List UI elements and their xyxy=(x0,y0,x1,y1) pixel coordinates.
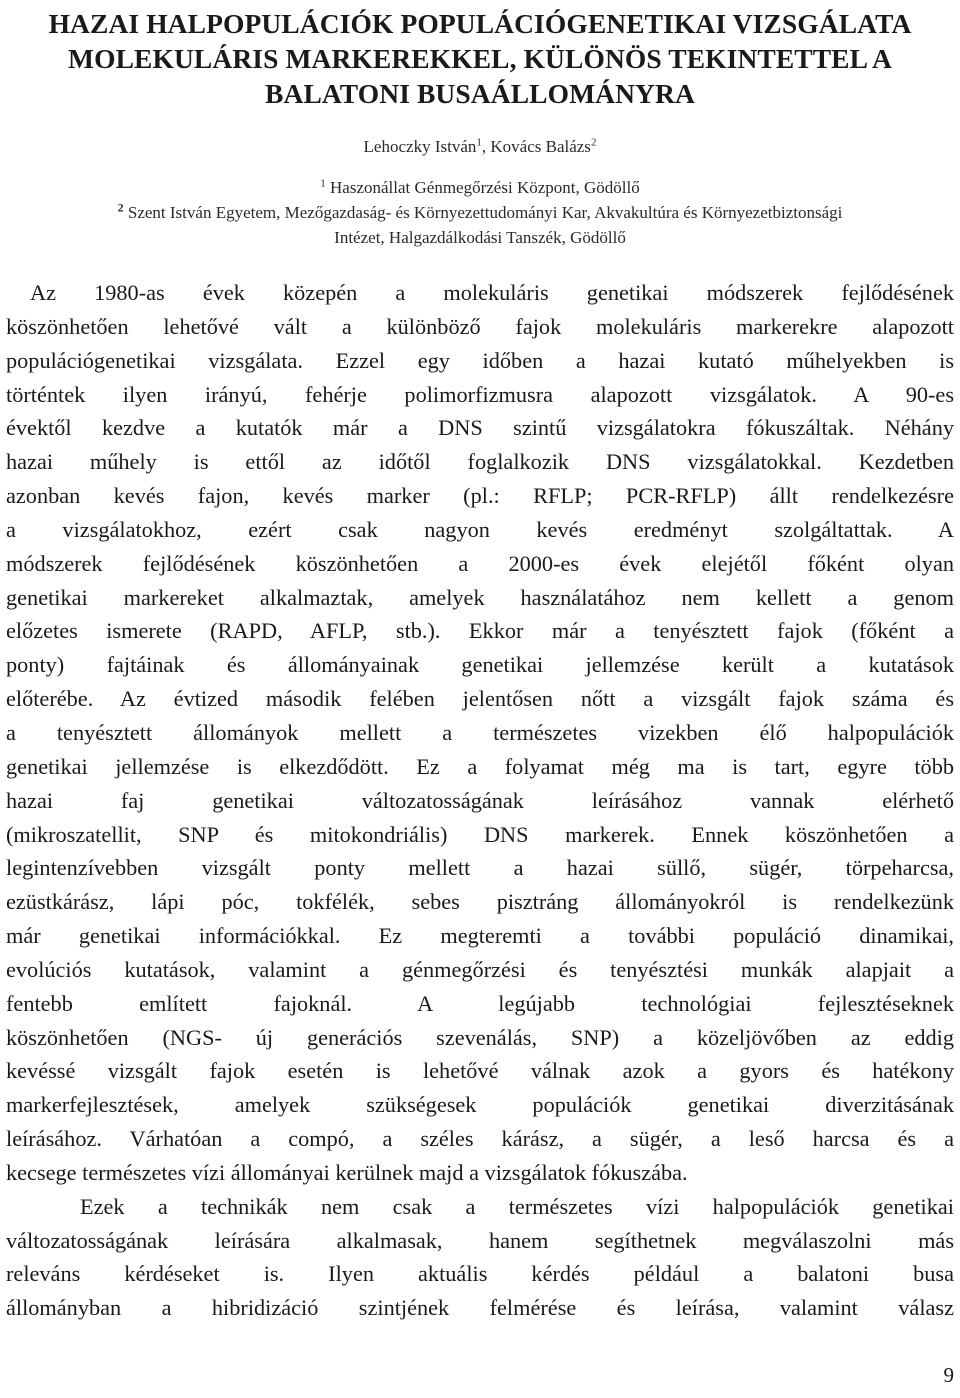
text-line: (mikroszatellit, SNP és mitokondriális) DNS markerek. Ennek köszönhetően a xyxy=(6,821,954,847)
author-name: Kovács Balázs xyxy=(490,137,591,156)
text-line: evolúciós kutatások, valamint a génmegőrzési és tenyésztési munkák alapjait a xyxy=(6,956,954,982)
text-line: Ezek a technikák nem csak a természetes vízi halpopulációk genetikai xyxy=(80,1193,954,1219)
text-line: előzetes ismerete (RAPD, AFLP, stb.). Ekkor már a tenyésztett fajok (főként a xyxy=(6,618,954,644)
text-line: történtek ilyen irányú, fehérje polimorfizmusra alapozott vizsgálatok. A 90-es xyxy=(6,381,954,407)
text-line: releváns kérdéseket is. Ilyen aktuális kérdés például a balatoni busa xyxy=(6,1261,954,1287)
text-line: évektől kezdve a kutatók már a DNS szintű vizsgálatokra fókuszáltak. Néhány xyxy=(6,415,954,441)
text-line: már genetikai információkkal. Ez megteremti a további populáció dinamikai, xyxy=(6,923,954,949)
text-line: genetikai jellemzése is elkezdődött. Ez a folyamat még ma is tart, egyre több xyxy=(6,753,954,779)
text-line: előterébe. Az évtized második felében jelentősen nőtt a vizsgált fajok száma és xyxy=(6,686,954,712)
author-affiliation-marker: 2 xyxy=(590,136,597,149)
affiliation-marker: 1 xyxy=(320,177,326,190)
text-line: Az 1980-as évek közepén a molekuláris genetikai módszerek fejlődésének xyxy=(30,280,954,305)
affiliation-2-continued: Intézet, Halgazdálkodási Tanszék, Gödöllő xyxy=(334,228,626,247)
text-line: ezüstkárász, lápi póc, tokfélék, sebes pisztráng állományokról is rendelkezünk xyxy=(6,889,954,915)
abstract-body xyxy=(6,276,954,1325)
text-line: legintenzívebben vizsgált ponty mellett a hazai süllő, sügér, törpeharcsa, xyxy=(6,855,954,881)
text-line: köszönhetően lehetővé vált a különböző fajok molekuláris markerekre alapozott xyxy=(6,313,954,339)
text-line: markerfejlesztések, amelyek szükségesek populációk genetikai diverzitásának xyxy=(6,1092,954,1118)
text-line: a vizsgálatokhoz, ezért csak nagyon kevés eredményt szolgáltattak. A xyxy=(6,516,954,542)
affiliation-text: Haszonállat Génmegőrzési Központ, Gödöllő xyxy=(325,178,640,197)
text-line: azonban kevés fajon, kevés marker (pl.: RFLP; PCR-RFLP) állt rendelkezésre xyxy=(6,483,954,509)
text-line: hazai műhely is ettől az időtől foglalkozik DNS vizsgálatokkal. Kezdetben xyxy=(6,449,954,475)
page-number: 9 xyxy=(943,1363,954,1387)
text-line: leírásához. Várhatóan a compó, a széles kárász, a sügér, a leső harcsa és a xyxy=(6,1126,954,1152)
author-separator: , xyxy=(481,137,491,156)
paragraph xyxy=(6,1190,954,1325)
text-line: köszönhetően (NGS- új generációs szevenálás, SNP) a közeljövőben az eddig xyxy=(6,1024,954,1050)
text-line: a tenyésztett állományok mellett a természetes vizekben élő halpopulációk xyxy=(6,719,954,745)
affiliation-text: Szent István Egyetem, Mezőgazdaság- és Környezettudományi Kar, Akvakultúra és Környezetbiztonsági xyxy=(123,203,843,222)
text-line: ponty) fajtáinak és állományainak genetikai jellemzése került a kutatások xyxy=(6,652,954,678)
author-list xyxy=(6,137,954,157)
text-line: populációgenetikai vizsgálata. Ezzel egy időben a hazai kutató műhelyekben is xyxy=(6,347,954,373)
text-line: állományban a hibridizáció szintjének felmérése és leírása, valamint válasz xyxy=(6,1295,954,1321)
author-name: Lehoczky István xyxy=(363,137,477,156)
paper-title xyxy=(6,6,954,111)
affiliation-2 xyxy=(6,200,954,225)
title-line-3: BALATONI BUSAÁLLOMÁNYRA xyxy=(265,78,695,109)
text-line: hazai faj genetikai változatosságának leírásához vannak elérhető xyxy=(6,787,954,813)
text-line: fentebb említett fajoknál. A legújabb technológiai fejlesztéseknek xyxy=(6,990,954,1016)
text-line: kevéssé vizsgált fajok esetén is lehetővé válnak azok a gyors és hatékony xyxy=(6,1058,954,1084)
title-line-1: HAZAI HALPOPULÁCIÓK POPULÁCIÓGENETIKAI VIZSGÁLATA xyxy=(48,8,912,39)
paper-page xyxy=(6,0,954,1325)
text-line: kecsege természetes vízi állományai kerülnek majd a vizsgálatok fókuszába. xyxy=(6,1159,688,1185)
text-line: változatosságának leírására alkalmasak, hanem segíthetnek megválaszolni más xyxy=(6,1227,954,1253)
paragraph xyxy=(6,276,954,1190)
text-line: módszerek fejlődésének köszönhetően a 2000-es évek elejétől főként olyan xyxy=(6,550,954,576)
title-line-2: MOLEKULÁRIS MARKEREKKEL, KÜLÖNÖS TEKINTETTEL A xyxy=(68,43,892,74)
text-line: genetikai markereket alkalmaztak, amelyek használatához nem kellett a genom xyxy=(6,584,954,610)
affiliation-1 xyxy=(6,175,954,200)
affiliation-marker: 2 xyxy=(117,200,124,215)
affiliations xyxy=(6,175,954,250)
author-affiliation-marker: 1 xyxy=(476,136,482,149)
